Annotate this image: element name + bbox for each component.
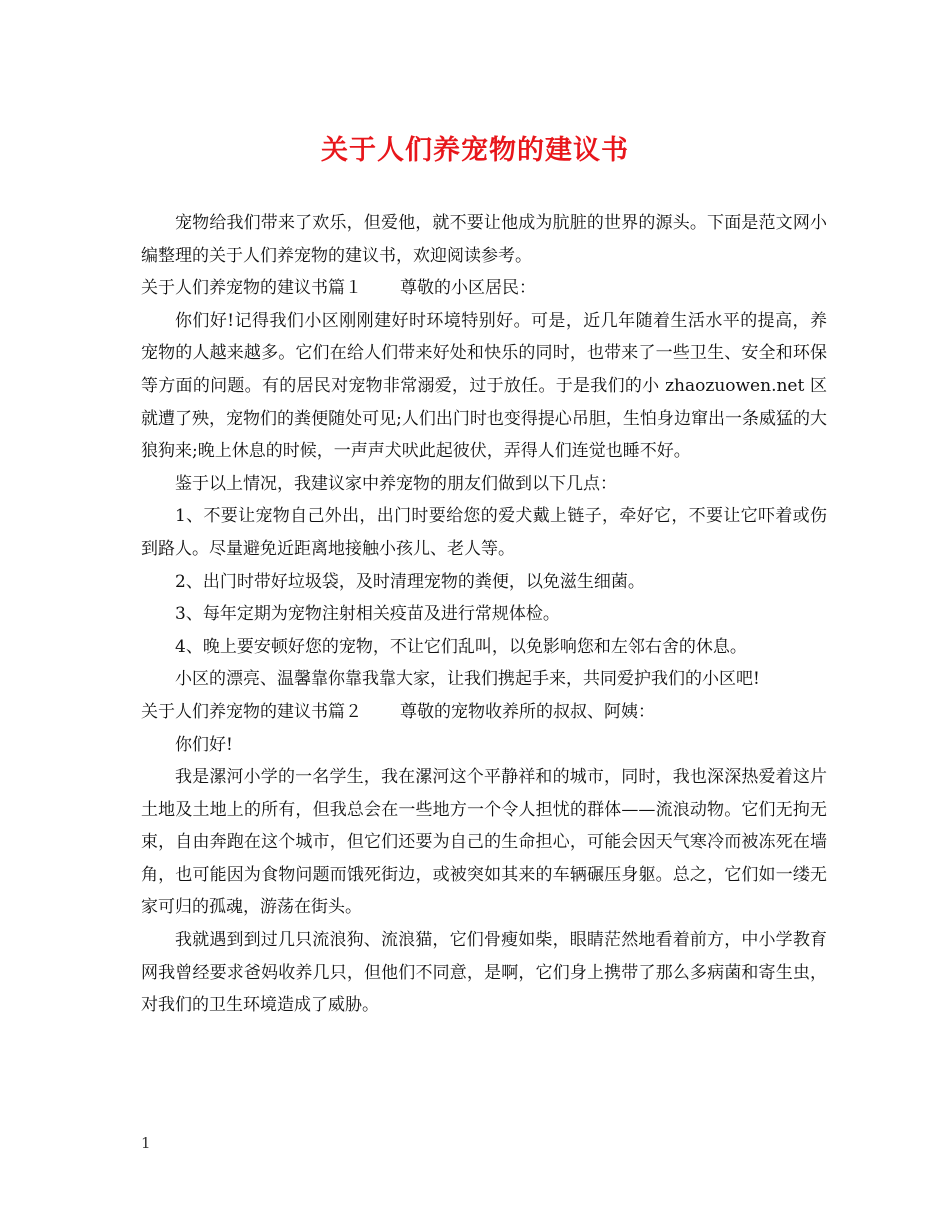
- document-title: 关于人们养宠物的建议书: [321, 135, 629, 166]
- document-body: [141, 207, 827, 1022]
- section-title-2: 关于人们养宠物的建议书篇２: [141, 701, 362, 722]
- list-item: 3、每年定期为宠物注射相关疫苗及进行常规体检。: [175, 604, 560, 625]
- paragraph: 小区的漂亮、温馨靠你靠我靠大家，让我们携起手来，共同爱护我们的小区吧!: [175, 669, 760, 690]
- paragraph: 你们好!: [175, 734, 233, 755]
- list-item: 1、不要让宠物自己外出，出门时要给您的爱犬戴上链子，牵好它，不要让它吓着或伤到路人。尽量避免近距离地接触小孩儿、老人等。: [141, 506, 827, 559]
- salutation-2: 尊敬的宠物收养所的叔叔、阿姨：: [400, 701, 655, 722]
- paragraph: 你们好!记得我们小区刚刚建好时环境特别好。可是，近几年随着生活水平的提高，养宠物的人越来越多。它们在给人们带来好处和快乐的同时，也带来了一些卫生、安全和环保等方面的问题。有的居民对宠物非常溺爱，过于放任。于是我们的小 zhaozuowen.net 区就遭了殃，宠物们的粪便随处可见;人们出门时也变得提心吊胆，生怕身边窜出一条威猛的大狼狗来;晚上休息的时候，一声声犬吠此起彼伏，弄得人们连觉也睡不好。: [141, 310, 827, 462]
- salutation-1: 尊敬的小区居民：: [400, 278, 536, 299]
- list-item: 2、出门时带好垃圾袋，及时清理宠物的粪便，以免滋生细菌。: [175, 571, 645, 592]
- list-item: 4、晚上要安顿好您的宠物，不让它们乱叫，以免影响您和左邻右舍的休息。: [175, 636, 747, 657]
- section-title-1: 关于人们养宠物的建议书篇１: [141, 278, 362, 299]
- paragraph: 我就遇到到过几只流浪狗、流浪猫，它们骨瘦如柴，眼睛茫然地看着前方，中小学教育网我曾经要求爸妈收养几只，但他们不同意，是啊，它们身上携带了那么多病菌和寄生虫，对我们的卫生环境造成了威胁。: [141, 930, 827, 1016]
- section-heading-2: [141, 696, 827, 729]
- page-number: 1: [141, 1134, 151, 1152]
- paragraph: 鉴于以上情况，我建议家中养宠物的朋友们做到以下几点：: [175, 473, 617, 494]
- paragraph-intro: 宠物给我们带来了欢乐，但爱他，就不要让他成为肮脏的世界的源头。下面是范文网小编整理的关于人们养宠物的建议书，欢迎阅读参考。: [141, 213, 827, 266]
- section-heading-1: [141, 272, 827, 305]
- paragraph: 我是漯河小学的一名学生，我在漯河这个平静祥和的城市，同时，我也深深热爱着这片土地及土地上的所有，但我总会在一些地方一个令人担忧的群体——流浪动物。它们无拘无束，自由奔跑在这个城市，但它们还要为自己的生命担心，可能会因天气寒冷而被冻死在墙角，也可能因为食物问题而饿死街边，或被突如其来的车辆碾压身躯。总之，它们如一缕无家可归的孤魂，游荡在街头。: [141, 767, 827, 918]
